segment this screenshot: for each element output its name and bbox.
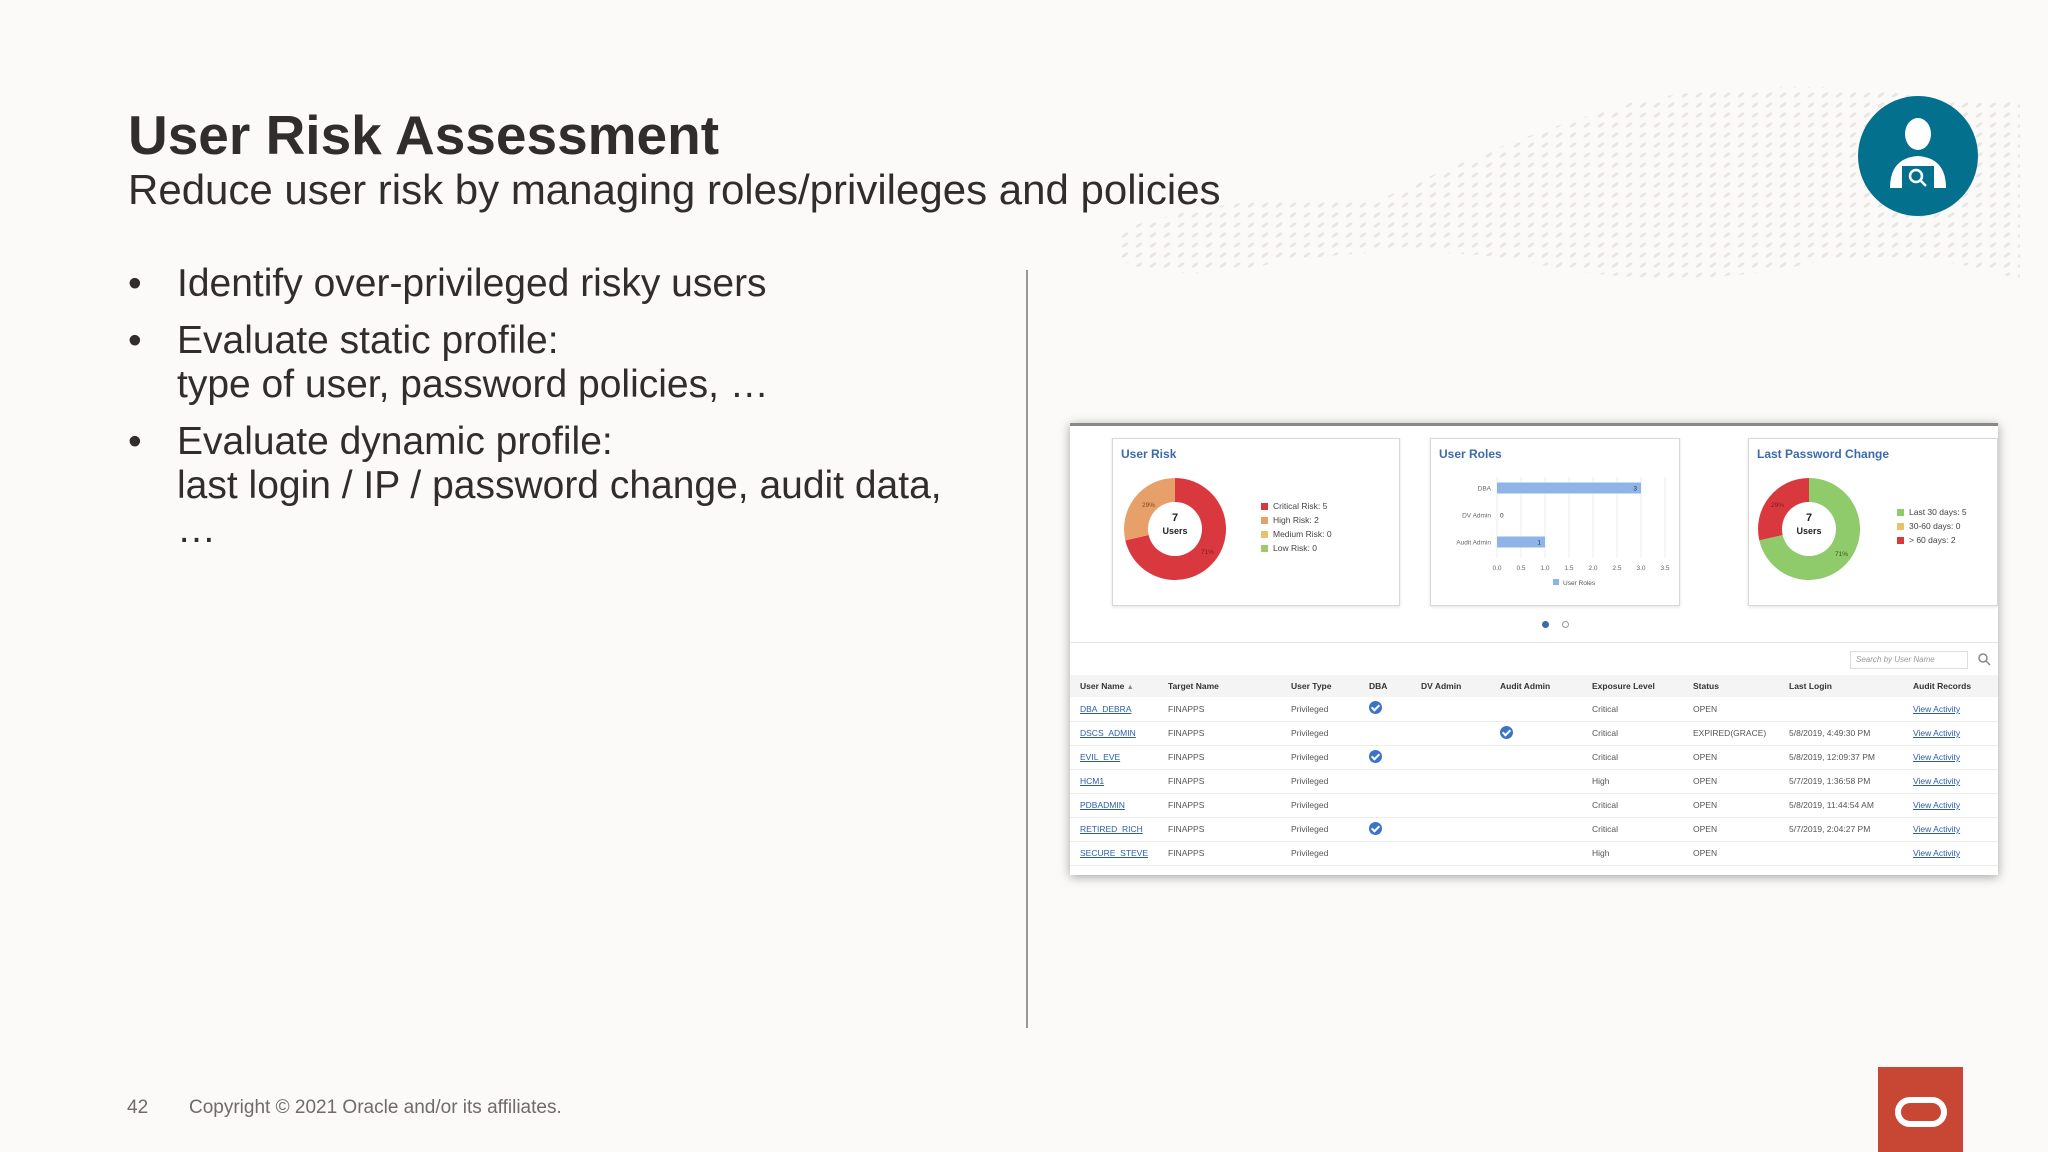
checkmark-icon xyxy=(1369,750,1382,763)
pager-dot[interactable] xyxy=(1562,621,1569,628)
legend-item: Medium Risk: 0 xyxy=(1261,527,1332,541)
column-header-audit-records[interactable]: Audit Records xyxy=(1903,675,1998,697)
password-count-label: Users xyxy=(1796,526,1822,536)
target-name-cell: FINAPPS xyxy=(1158,793,1281,817)
user-risk-title: User Risk xyxy=(1121,447,1177,461)
table-row xyxy=(1070,721,1998,745)
dba-cell xyxy=(1359,697,1411,721)
audit-admin-cell xyxy=(1490,817,1582,841)
x-tick-label: 0.5 xyxy=(1516,565,1526,572)
exposure-level-cell: Critical xyxy=(1582,793,1683,817)
dba-cell xyxy=(1359,721,1411,745)
exposure-level-cell: High xyxy=(1582,841,1683,865)
legend-item: 30-60 days: 0 xyxy=(1897,519,1967,533)
category-label: DV Admin xyxy=(1462,512,1491,520)
dv-admin-cell xyxy=(1411,697,1490,721)
dba-cell xyxy=(1359,793,1411,817)
x-tick-label: 2.0 xyxy=(1588,565,1598,572)
column-header-audit-admin[interactable]: Audit Admin xyxy=(1490,675,1582,697)
last-login-cell xyxy=(1779,697,1903,721)
audit-admin-cell xyxy=(1490,745,1582,769)
table-row xyxy=(1070,745,1998,769)
view-activity-link[interactable]: View Activity xyxy=(1903,697,1998,721)
target-name-cell: FINAPPS xyxy=(1158,697,1281,721)
exposure-level-cell: Critical xyxy=(1582,697,1683,721)
table-row xyxy=(1070,841,1998,865)
user-type-cell: Privileged xyxy=(1281,697,1359,721)
table-row xyxy=(1070,769,1998,793)
status-cell: EXPIRED(GRACE) xyxy=(1683,721,1779,745)
dba-cell xyxy=(1359,841,1411,865)
status-cell: OPEN xyxy=(1683,697,1779,721)
search-icon[interactable] xyxy=(1975,650,1993,668)
legend-item: Low Risk: 0 xyxy=(1261,541,1332,555)
bullet-list xyxy=(128,262,1008,565)
audit-admin-cell xyxy=(1490,841,1582,865)
bullet-line: … xyxy=(177,508,216,551)
view-activity-link[interactable]: View Activity xyxy=(1903,793,1998,817)
user-name-link[interactable]: DSCS_ADMIN xyxy=(1070,721,1158,745)
user-roles-legend: User Roles xyxy=(1563,580,1596,587)
dashboard-screenshot xyxy=(1070,423,1998,875)
user-risk-legend xyxy=(1261,499,1332,555)
bullet-line: type of user, password policies, … xyxy=(177,363,769,406)
category-label: DBA xyxy=(1477,485,1491,493)
password-slice-label: 71% xyxy=(1835,551,1849,558)
oracle-logo xyxy=(1878,1067,1963,1152)
last-password-change-title: Last Password Change xyxy=(1757,447,1890,461)
exposure-level-cell: High xyxy=(1582,769,1683,793)
last-password-change-card[interactable] xyxy=(1748,438,1998,606)
checkmark-icon xyxy=(1369,701,1382,714)
x-tick-label: 1.5 xyxy=(1564,565,1574,572)
bar xyxy=(1497,483,1641,494)
view-activity-link[interactable]: View Activity xyxy=(1903,841,1998,865)
status-cell: OPEN xyxy=(1683,817,1779,841)
user-type-cell: Privileged xyxy=(1281,721,1359,745)
dba-cell xyxy=(1359,769,1411,793)
dv-admin-cell xyxy=(1411,721,1490,745)
password-count: 7 xyxy=(1805,512,1813,524)
table-row xyxy=(1070,817,1998,841)
x-tick-label: 2.5 xyxy=(1612,565,1622,572)
status-cell: OPEN xyxy=(1683,841,1779,865)
user-type-cell: Privileged xyxy=(1281,793,1359,817)
dv-admin-cell xyxy=(1411,745,1490,769)
status-cell: OPEN xyxy=(1683,769,1779,793)
column-header-status[interactable]: Status xyxy=(1683,675,1779,697)
legend-item: > 60 days: 2 xyxy=(1897,533,1967,547)
bullet-item xyxy=(128,319,1008,407)
column-header-user-type[interactable]: User Type xyxy=(1281,675,1359,697)
user-name-link[interactable]: EVIL_EVE xyxy=(1070,745,1158,769)
x-tick-label: 0.0 xyxy=(1492,565,1502,572)
view-activity-link[interactable]: View Activity xyxy=(1903,721,1998,745)
x-tick-label: 3.5 xyxy=(1660,565,1670,572)
slide-subtitle: Reduce user risk by managing roles/privileges and policies xyxy=(128,166,1221,213)
dv-admin-cell xyxy=(1411,817,1490,841)
dba-cell xyxy=(1359,817,1411,841)
audit-admin-cell xyxy=(1490,793,1582,817)
bar-value-label: 1 xyxy=(1537,539,1541,547)
audit-admin-cell xyxy=(1490,769,1582,793)
target-name-cell: FINAPPS xyxy=(1158,769,1281,793)
column-header-exposure-level[interactable]: Exposure Level xyxy=(1582,675,1683,697)
table-row xyxy=(1070,697,1998,721)
dba-cell xyxy=(1359,745,1411,769)
status-cell: OPEN xyxy=(1683,793,1779,817)
user-risk-table xyxy=(1070,675,1998,866)
last-login-cell: 5/7/2019, 1:36:58 PM xyxy=(1779,769,1903,793)
column-header-last-login[interactable]: Last Login xyxy=(1779,675,1903,697)
user-risk-slice-label: 29% xyxy=(1142,502,1156,509)
column-header-dba[interactable]: DBA xyxy=(1359,675,1411,697)
user-magnifier-icon xyxy=(1858,96,1978,216)
user-name-link[interactable]: PDBADMIN xyxy=(1070,793,1158,817)
legend-item: High Risk: 2 xyxy=(1261,513,1332,527)
checkmark-icon xyxy=(1500,726,1513,739)
view-activity-link[interactable]: View Activity xyxy=(1903,745,1998,769)
column-header-user-name[interactable]: User Name ▲ xyxy=(1070,675,1158,697)
bar-value-label: 3 xyxy=(1633,485,1637,493)
table-row xyxy=(1070,793,1998,817)
target-name-cell: FINAPPS xyxy=(1158,721,1281,745)
password-slice-label: 29% xyxy=(1771,502,1785,509)
user-name-link[interactable]: SECURE_STEVE xyxy=(1070,841,1158,865)
dv-admin-cell xyxy=(1411,841,1490,865)
slide-title: User Risk Assessment xyxy=(128,104,720,166)
user-type-cell: Privileged xyxy=(1281,745,1359,769)
view-activity-link[interactable]: View Activity xyxy=(1903,817,1998,841)
user-type-cell: Privileged xyxy=(1281,769,1359,793)
sort-ascending-icon: ▲ xyxy=(1126,684,1134,691)
user-risk-card[interactable] xyxy=(1112,438,1400,606)
column-header-dv-admin[interactable]: DV Admin xyxy=(1411,675,1490,697)
target-name-cell: FINAPPS xyxy=(1158,817,1281,841)
exposure-level-cell: Critical xyxy=(1582,817,1683,841)
legend-item: Critical Risk: 5 xyxy=(1261,499,1332,513)
user-roles-card[interactable] xyxy=(1430,438,1680,606)
dv-admin-cell xyxy=(1411,793,1490,817)
view-activity-link[interactable]: View Activity xyxy=(1903,769,1998,793)
user-name-link[interactable]: DBA_DEBRA xyxy=(1070,697,1158,721)
legend-item: Last 30 days: 5 xyxy=(1897,505,1967,519)
last-login-cell: 5/8/2019, 11:44:54 AM xyxy=(1779,793,1903,817)
column-header-target-name[interactable]: Target Name xyxy=(1158,675,1281,697)
x-tick-label: 1.0 xyxy=(1540,565,1550,572)
user-risk-count-label: Users xyxy=(1162,526,1188,536)
bullet-line: • Identify over-privileged risky users xyxy=(177,262,767,305)
audit-admin-cell xyxy=(1490,697,1582,721)
target-name-cell: FINAPPS xyxy=(1158,745,1281,769)
user-table-panel xyxy=(1070,642,1998,875)
bullet-item xyxy=(128,420,1008,552)
column-divider xyxy=(1026,270,1028,1028)
user-risk-count: 7 xyxy=(1171,512,1179,524)
last-login-cell: 5/8/2019, 4:49:30 PM xyxy=(1779,721,1903,745)
table-header-row xyxy=(1070,675,1998,697)
last-login-cell: 5/7/2019, 2:04:27 PM xyxy=(1779,817,1903,841)
checkmark-icon xyxy=(1369,822,1382,835)
user-risk-slice-label: 71% xyxy=(1201,549,1215,556)
exposure-level-cell: Critical xyxy=(1582,721,1683,745)
user-roles-title: User Roles xyxy=(1439,447,1502,461)
user-type-cell: Privileged xyxy=(1281,817,1359,841)
exposure-level-cell: Critical xyxy=(1582,745,1683,769)
search-input[interactable]: Search by User Name xyxy=(1850,651,1968,669)
user-risk-donut xyxy=(1113,439,1401,607)
category-label: Audit Admin xyxy=(1456,539,1491,547)
audit-admin-cell xyxy=(1490,721,1582,745)
bullet-line: • Evaluate static profile: xyxy=(177,319,559,362)
bullet-line: last login / IP / password change, audit data, xyxy=(177,464,942,507)
user-name-link[interactable]: RETIRED_RICH xyxy=(1070,817,1158,841)
copyright-text: Copyright © 2021 Oracle and/or its affiliates. xyxy=(189,1097,562,1118)
password-legend xyxy=(1897,505,1967,547)
bar-value-label: 0 xyxy=(1500,512,1504,520)
bullet-item xyxy=(128,262,1008,306)
user-type-cell: Privileged xyxy=(1281,841,1359,865)
pager-dot-active[interactable] xyxy=(1542,621,1549,628)
status-cell: OPEN xyxy=(1683,745,1779,769)
user-roles-bar-chart xyxy=(1431,439,1681,607)
last-login-cell: 5/8/2019, 12:09:37 PM xyxy=(1779,745,1903,769)
user-name-link[interactable]: HCM1 xyxy=(1070,769,1158,793)
bullet-line: • Evaluate dynamic profile: xyxy=(177,420,613,463)
target-name-cell: FINAPPS xyxy=(1158,841,1281,865)
x-tick-label: 3.0 xyxy=(1636,565,1646,572)
last-login-cell xyxy=(1779,841,1903,865)
page-number: 42 xyxy=(127,1097,149,1118)
dv-admin-cell xyxy=(1411,769,1490,793)
